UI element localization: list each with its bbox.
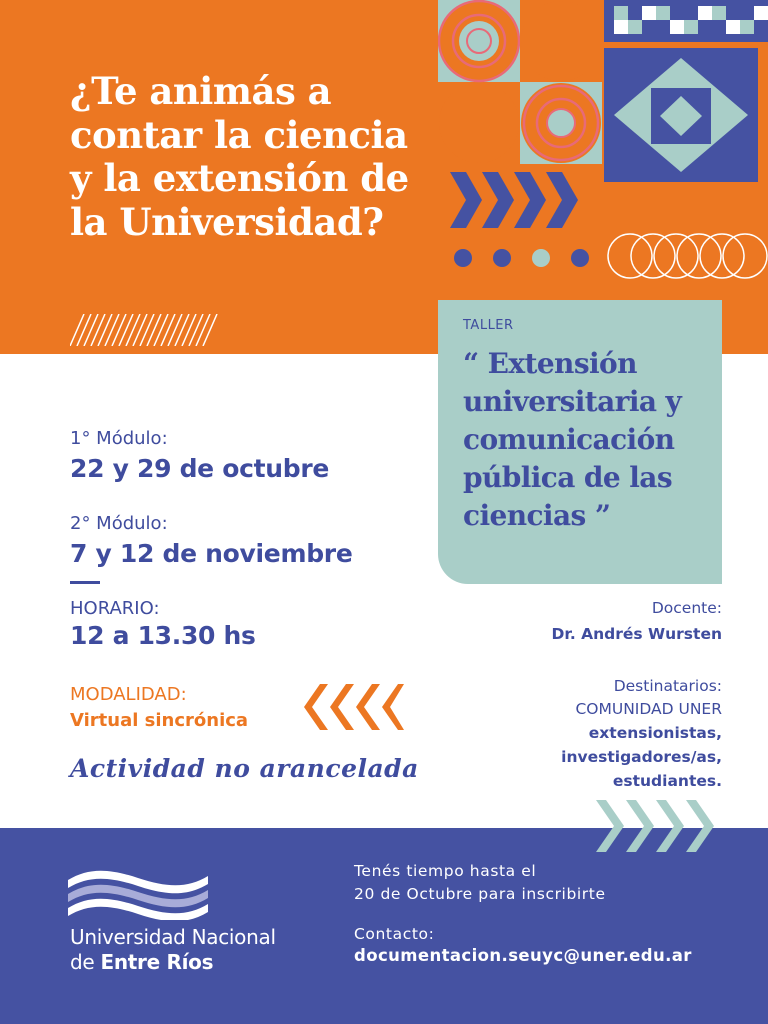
docente-label: Docente: (651, 599, 722, 617)
taller-title-text: Extensión universitaria y comunicación pública de las ciencias (463, 347, 682, 532)
deadline-line1: Tenés tiempo hasta el (354, 862, 537, 880)
uni-name-line1: Universidad Nacional (70, 925, 276, 949)
modulo1-label: 1° Módulo: (70, 428, 168, 449)
divider (70, 581, 100, 584)
close-quote: ” (594, 499, 611, 532)
taller-title (463, 345, 718, 535)
contact-label: Contacto: (354, 925, 435, 943)
modalidad-value: Virtual sincrónica (70, 710, 249, 731)
modulo2-label: 2° Módulo: (70, 513, 168, 534)
destinatarios-line2: extensionistas, (588, 724, 722, 742)
geometric-pattern (438, 0, 768, 300)
horario-label: HORARIO: (70, 598, 160, 619)
modalidad-label: MODALIDAD: (70, 684, 187, 705)
arancel-note: Actividad no arancelada (70, 754, 419, 783)
destinatarios-line3: investigadores/as, (561, 748, 722, 766)
hatch-decoration (70, 314, 218, 346)
destinatarios-label: Destinatarios: (613, 677, 722, 695)
open-quote: “ (463, 347, 479, 380)
uni-name-line2 (70, 950, 213, 974)
page-headline: ¿Te animás a contar la ciencia y la extensión de la Universidad? (70, 69, 409, 244)
destinatarios-line4: estudiantes. (612, 772, 722, 790)
destinatarios-line1: COMUNIDAD UNER (575, 700, 722, 718)
uner-logo-icon (68, 866, 208, 920)
taller-tag: TALLER (463, 318, 514, 333)
docente-name: Dr. Andrés Wursten (551, 625, 722, 643)
modulo2-dates: 7 y 12 de noviembre (70, 539, 353, 568)
orange-chevrons (298, 684, 404, 730)
contact-email-link[interactable]: documentacion.seuyc@uner.edu.ar (354, 946, 692, 965)
horario-value: 12 a 13.30 hs (70, 621, 256, 650)
uni-name-prefix: de (70, 950, 101, 974)
deadline-line2: 20 de Octubre para inscribirte (354, 885, 606, 903)
uni-name-bold: Entre Ríos (100, 950, 214, 974)
modulo1-dates: 22 y 29 de octubre (70, 454, 330, 483)
mint-chevrons (596, 800, 720, 852)
